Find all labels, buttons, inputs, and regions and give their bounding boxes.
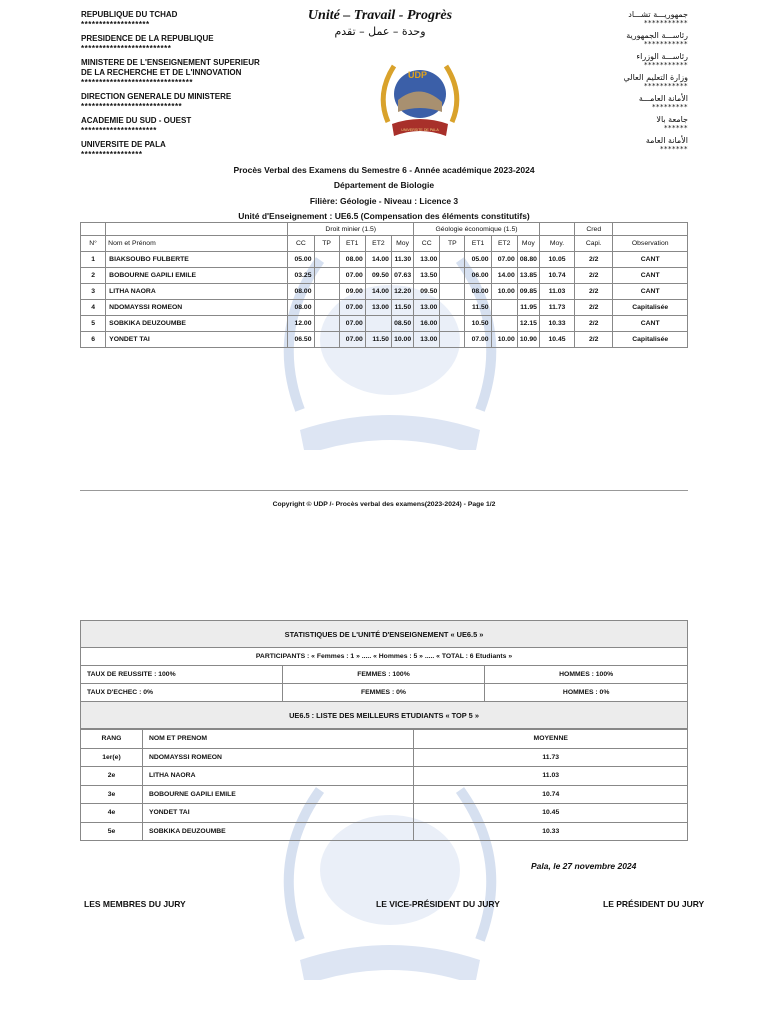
table-cell: 13.50: [414, 268, 440, 284]
column-headers: [81, 236, 688, 252]
header-stars: ***********: [644, 82, 688, 90]
table-cell: 13.00: [414, 300, 440, 316]
top5-row: [81, 767, 688, 786]
title-department: Département de Biologie: [333, 180, 435, 191]
table-cell: 2/2: [575, 284, 613, 300]
header-line-ar: رئاســـة الجمهورية: [626, 31, 688, 40]
table-row: [81, 316, 688, 332]
table-cell: 07.00: [339, 300, 365, 316]
column-header: Moy: [517, 236, 539, 252]
group-header-droit-minier: Droit minier (1.5): [288, 223, 414, 236]
table-cell: 08.50: [391, 316, 413, 332]
table-cell: 2/2: [575, 316, 613, 332]
table-cell: Capitalisée: [613, 332, 688, 348]
table-cell: CANT: [613, 316, 688, 332]
table-cell: 12.20: [391, 284, 413, 300]
table-cell: 05.00: [288, 252, 314, 268]
table-cell: 06.00: [465, 268, 491, 284]
header-left: [81, 10, 281, 164]
motto-arabic: وحدة – عمل – تقدم: [334, 25, 426, 38]
header-cell: [81, 223, 106, 236]
table-cell: 2/2: [575, 252, 613, 268]
top5-average: 11.03: [414, 767, 688, 786]
echec-hommes: HOMMES : 0%: [485, 684, 688, 702]
header-line-ar: وزارة التعليم العالي: [623, 73, 688, 82]
header-line: MINISTERE DE L'ENSEIGNEMENT SUPERIEUR: [81, 58, 260, 67]
header-line-ar: رئاســـة الوزراء: [636, 52, 688, 61]
header-right: [538, 10, 688, 157]
table-cell: 03.25: [288, 268, 314, 284]
table-cell: 10.45: [539, 332, 574, 348]
table-cell: 1: [81, 252, 106, 268]
top5-average: 11.73: [414, 748, 688, 767]
table-cell: CANT: [613, 252, 688, 268]
header-cell: [613, 223, 688, 236]
top5-rank: 2e: [81, 767, 143, 786]
page-divider: [80, 490, 688, 491]
table-cell: 08.00: [339, 252, 365, 268]
top-header-rang: RANG: [81, 730, 143, 749]
taux-reussite: TAUX DE REUSSITE : 100%: [81, 666, 283, 684]
column-header: Capi.: [575, 236, 613, 252]
table-cell: 14.00: [365, 284, 391, 300]
top-header-moyenne: MOYENNE: [414, 730, 688, 749]
column-header: ET1: [465, 236, 491, 252]
column-header: CC: [288, 236, 314, 252]
table-cell: 2: [81, 268, 106, 284]
table-cell: 13.00: [365, 300, 391, 316]
header-center: [300, 8, 460, 38]
header-line: ACADEMIE DU SUD - OUEST: [81, 116, 192, 125]
reussite-femmes: FEMMES : 100%: [282, 666, 485, 684]
table-cell: [365, 316, 391, 332]
student-name: YONDET TAI: [106, 332, 288, 348]
top5-average: 10.74: [414, 785, 688, 804]
top5-name: NDOMAYSSI ROMEON: [142, 748, 414, 767]
header-stars: *************************: [81, 44, 172, 53]
column-header: TP: [440, 236, 465, 252]
table-cell: 10.33: [539, 316, 574, 332]
student-name: LITHA NAORA: [106, 284, 288, 300]
column-header: Nom et Prénom: [106, 236, 288, 252]
header-stars: *****************: [81, 150, 143, 159]
table-cell: [314, 284, 339, 300]
table-cell: [440, 300, 465, 316]
header-line-ar: الأمانة العامة: [645, 136, 688, 145]
table-cell: 07.00: [339, 316, 365, 332]
signature-date: Pala, le 27 novembre 2024: [531, 861, 637, 871]
table-cell: 10.00: [491, 332, 517, 348]
table-cell: 08.80: [517, 252, 539, 268]
header-line-ar: الأمانة العامـــة: [638, 94, 688, 103]
table-cell: 16.00: [414, 316, 440, 332]
table-cell: 10.50: [465, 316, 491, 332]
header-stars: ***********: [644, 19, 688, 27]
table-cell: 11.03: [539, 284, 574, 300]
table-cell: 14.00: [491, 268, 517, 284]
table-cell: 2/2: [575, 300, 613, 316]
table-cell: [440, 252, 465, 268]
table-cell: [440, 316, 465, 332]
top5-row: [81, 748, 688, 767]
table-cell: 11.50: [391, 300, 413, 316]
header-stars: *********************: [81, 126, 157, 135]
column-header: Moy: [391, 236, 413, 252]
column-header: Moy.: [539, 236, 574, 252]
results-table: [80, 222, 688, 348]
table-cell: Capitalisée: [613, 300, 688, 316]
table-cell: 11.95: [517, 300, 539, 316]
header-stars: *******************************: [81, 78, 194, 87]
top5-row: [81, 785, 688, 804]
table-cell: 3: [81, 284, 106, 300]
table-cell: 11.73: [539, 300, 574, 316]
column-header: TP: [314, 236, 339, 252]
table-cell: 08.00: [465, 284, 491, 300]
header-stars: *******************: [81, 20, 150, 29]
student-name: BIAKSOUBO FULBERTE: [106, 252, 288, 268]
column-header: ET1: [339, 236, 365, 252]
table-cell: [491, 316, 517, 332]
table-cell: 14.00: [365, 252, 391, 268]
header-cred: Cred: [575, 223, 613, 236]
table-cell: 07.00: [339, 268, 365, 284]
header-line-ar: جمهوريـــة تشـــاد: [628, 10, 688, 19]
table-cell: 09.00: [339, 284, 365, 300]
group-header-geologie-economique: Géologie économique (1.5): [414, 223, 540, 236]
student-name: NDOMAYSSI ROMEON: [106, 300, 288, 316]
signature-jury-members: LES MEMBRES DU JURY: [84, 899, 186, 909]
table-cell: 10.90: [517, 332, 539, 348]
top5-row: [81, 804, 688, 823]
header-cell: [539, 223, 574, 236]
top5-average: 10.33: [414, 822, 688, 841]
table-cell: [440, 268, 465, 284]
top5-name: LITHA NAORA: [142, 767, 414, 786]
table-cell: 07.63: [391, 268, 413, 284]
motto: Unité – Travail - Progrès: [307, 8, 453, 23]
table-cell: 08.00: [288, 284, 314, 300]
table-cell: CANT: [613, 268, 688, 284]
title-filiere: Filière: Géologie - Niveau : Licence 3: [309, 195, 459, 206]
table-cell: 07.00: [465, 332, 491, 348]
signature-president: LE PRÉSIDENT DU JURY: [603, 899, 705, 909]
table-cell: 12.00: [288, 316, 314, 332]
column-header: ET2: [365, 236, 391, 252]
header-stars: ******: [664, 124, 688, 132]
table-cell: 11.50: [465, 300, 491, 316]
table-cell: [440, 332, 465, 348]
university-logo: [374, 52, 466, 144]
header-line: DIRECTION GENERALE DU MINISTERE: [81, 92, 232, 101]
student-name: SOBKIKA DEUZOUMBE: [106, 316, 288, 332]
table-cell: 05.00: [465, 252, 491, 268]
table-cell: 10.00: [491, 284, 517, 300]
top5-rank: 4e: [81, 804, 143, 823]
copyright: Copyright © UDP /- Procès verbal des examens(2023-2024) - Page 1/2: [272, 501, 496, 508]
table-cell: [314, 300, 339, 316]
header-stars: *******: [660, 145, 688, 153]
table-cell: 13.85: [517, 268, 539, 284]
signature-vice-president: LE VICE-PRÉSIDENT DU JURY: [376, 899, 500, 909]
table-cell: 5: [81, 316, 106, 332]
table-cell: [491, 300, 517, 316]
results-rows: [81, 252, 688, 348]
header-line-ar: جامعة بالا: [656, 115, 688, 124]
table-cell: 11.50: [365, 332, 391, 348]
table-cell: 09.50: [365, 268, 391, 284]
echec-femmes: FEMMES : 0%: [282, 684, 485, 702]
header-line: PRESIDENCE DE LA REPUBLIQUE: [81, 34, 214, 43]
top5-title: UE6.5 : LISTE DES MEILLEURS ETUDIANTS « TOP 5 »: [81, 702, 688, 729]
document-titles: [0, 163, 768, 224]
table-cell: 07.00: [491, 252, 517, 268]
table-cell: 4: [81, 300, 106, 316]
top5-name: BOBOURNE GAPILI EMILE: [142, 785, 414, 804]
table-row: [81, 268, 688, 284]
table-cell: 10.00: [391, 332, 413, 348]
table-cell: 2/2: [575, 332, 613, 348]
stats-title: STATISTIQUES DE L'UNITÉ D'ENSEIGNEMENT « UE6.5 »: [81, 621, 688, 648]
table-cell: 13.00: [414, 332, 440, 348]
table-cell: [314, 332, 339, 348]
table-cell: [440, 284, 465, 300]
table-cell: 09.85: [517, 284, 539, 300]
column-header: ET2: [491, 236, 517, 252]
table-cell: 10.05: [539, 252, 574, 268]
header-stars: ***********: [644, 61, 688, 69]
table-cell: [314, 268, 339, 284]
table-row: [81, 332, 688, 348]
table-cell: [314, 252, 339, 268]
column-header: CC: [414, 236, 440, 252]
header-line: DE LA RECHERCHE ET DE L'INNOVATION: [81, 68, 242, 77]
table-row: [81, 284, 688, 300]
header-cell: [106, 223, 288, 236]
top5-name: SOBKIKA DEUZOUMBE: [142, 822, 414, 841]
column-header: Observation: [613, 236, 688, 252]
header-stars: *********: [652, 103, 688, 111]
logo-text: UDP: [408, 70, 428, 80]
top5-table: [80, 729, 688, 841]
top5-name: YONDET TAI: [142, 804, 414, 823]
table-cell: 2/2: [575, 268, 613, 284]
table-cell: 08.00: [288, 300, 314, 316]
reussite-hommes: HOMMES : 100%: [485, 666, 688, 684]
participants: PARTICIPANTS : « Femmes : 1 » ..... « Hommes : 5 » ..... « TOTAL : 6 Etudiants »: [81, 648, 688, 666]
top5-rank: 1er(e): [81, 748, 143, 767]
table-cell: 09.50: [414, 284, 440, 300]
table-cell: CANT: [613, 284, 688, 300]
table-cell: 11.30: [391, 252, 413, 268]
top-header-nom: NOM ET PRENOM: [142, 730, 414, 749]
column-header: N°: [81, 236, 106, 252]
top5-rank: 3e: [81, 785, 143, 804]
top5-average: 10.45: [414, 804, 688, 823]
student-name: BOBOURNE GAPILI EMILE: [106, 268, 288, 284]
header-line: REPUBLIQUE DU TCHAD: [81, 10, 178, 19]
title-ue: Unité d'Enseignement : UE6.5 (Compensation des éléments constitutifs): [238, 210, 530, 221]
table-cell: 07.00: [339, 332, 365, 348]
table-cell: 6: [81, 332, 106, 348]
header-stars: ***********: [644, 40, 688, 48]
table-cell: 12.15: [517, 316, 539, 332]
top5-rank: 5e: [81, 822, 143, 841]
header-line: UNIVERSITE DE PALA: [81, 140, 166, 149]
statistics-section: [80, 620, 688, 841]
table-row: [81, 300, 688, 316]
taux-echec: TAUX D'ECHEC : 0%: [81, 684, 283, 702]
table-cell: 13.00: [414, 252, 440, 268]
header-stars: ****************************: [81, 102, 183, 111]
table-row: [81, 252, 688, 268]
table-cell: 06.50: [288, 332, 314, 348]
table-cell: 10.74: [539, 268, 574, 284]
logo-ribbon-text: UNIVERSITE DE PALA: [401, 128, 439, 132]
title-pv: Procès Verbal des Examens du Semestre 6 - Année académique 2023-2024: [233, 165, 535, 175]
top5-row: [81, 822, 688, 841]
table-cell: [314, 316, 339, 332]
